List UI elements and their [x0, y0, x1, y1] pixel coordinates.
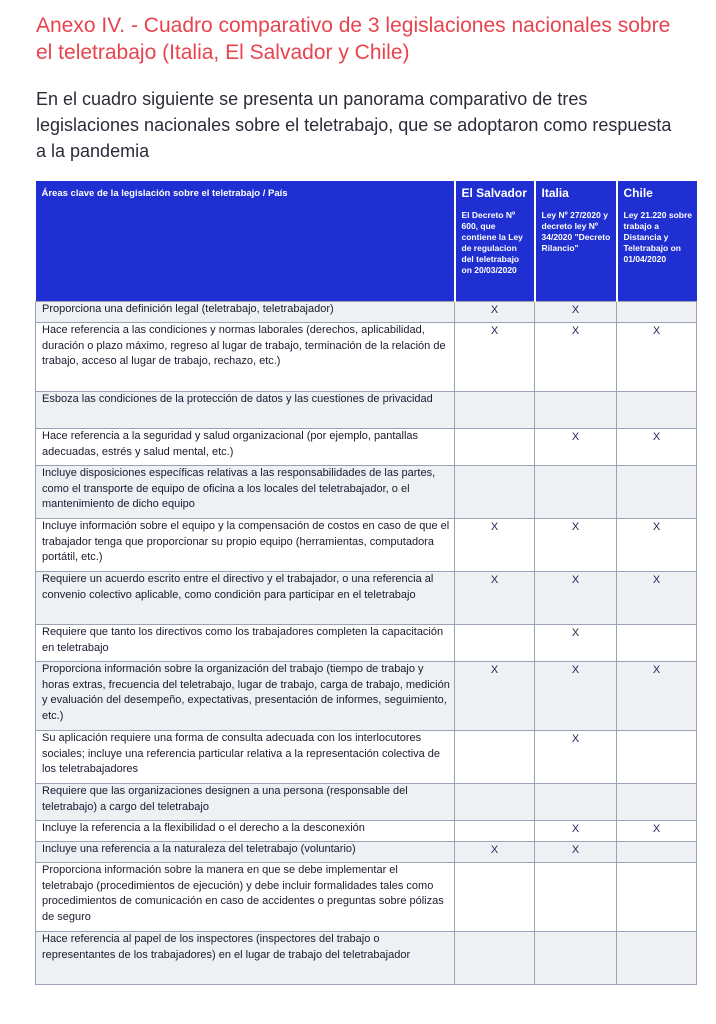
mark-cell-chile: X — [617, 572, 697, 625]
mark-cell-el-salvador — [455, 429, 535, 466]
area-cell: Proporciona información sobre la organización del trabajo (tiempo de trabajo y horas extras, frecuencia del teletrabajo, lugar de trabajo, carga de trabajo, medición y evaluación del desempeño, expectativas, presentación de informes, seguimiento, etc.) — [36, 662, 455, 731]
mark-cell-italia: X — [535, 662, 617, 731]
mark-cell-el-salvador: X — [455, 323, 535, 392]
mark-cell-el-salvador — [455, 784, 535, 821]
table-row — [36, 842, 697, 863]
country-name: El Salvador — [461, 186, 527, 200]
country-law: Ley 21.220 sobre trabajo a Distancia y Teletrabajo on 01/04/2020 — [623, 210, 693, 264]
mark-cell-el-salvador — [455, 863, 535, 932]
mark-cell-chile: X — [617, 323, 697, 392]
mark-cell-italia — [535, 784, 617, 821]
mark-cell-el-salvador: X — [455, 842, 535, 863]
area-cell: Su aplicación requiere una forma de consulta adecuada con los interlocutores sociales; incluye una referencia particular relativa a la representación colectiva de los teletrabajadores — [36, 731, 455, 784]
area-cell: Hace referencia a la seguridad y salud organizacional (por ejemplo, pantallas adecuadas, estrés y salud mental, etc.) — [36, 429, 455, 466]
country-name: Chile — [623, 186, 653, 200]
table-row — [36, 784, 697, 821]
country-name: Italia — [541, 186, 569, 200]
area-cell: Incluye información sobre el equipo y la compensación de costos en caso de que el trabajador tenga que proporcionar su propio equipo (herramientas, computadora portátil, etc.) — [36, 519, 455, 572]
table-row — [36, 392, 697, 429]
mark-cell-el-salvador: X — [455, 572, 535, 625]
area-cell: Requiere que las organizaciones designen a una persona (responsable del teletrabajo) a cargo del teletrabajo — [36, 784, 455, 821]
mark-cell-chile: X — [617, 429, 697, 466]
table-row — [36, 932, 697, 985]
header-area-cell — [36, 181, 455, 302]
area-cell: Proporciona información sobre la manera en que se debe implementar el teletrabajo (procedimientos de ejecución) y debe incluir formalidades tales como procedimientos de comunicación en caso de accidentes o preguntas sobre pólizas de seguro — [36, 863, 455, 932]
area-cell: Requiere que tanto los directivos como los trabajadores completen la capacitación en teletrabajo — [36, 625, 455, 662]
mark-cell-el-salvador: X — [455, 519, 535, 572]
mark-cell-italia — [535, 932, 617, 985]
mark-cell-chile: X — [617, 519, 697, 572]
mark-cell-italia: X — [535, 731, 617, 784]
mark-cell-chile — [617, 863, 697, 932]
mark-cell-el-salvador — [455, 932, 535, 985]
table-row — [36, 572, 697, 625]
mark-cell-el-salvador: X — [455, 302, 535, 323]
header-area-label: Áreas clave de la legislación sobre el teletrabajo / País — [41, 188, 288, 199]
mark-cell-italia: X — [535, 572, 617, 625]
table-row — [36, 863, 697, 932]
country-law: El Decreto Nº 600, que contiene la Ley de regulacion del teletrabajo on 20/03/2020 — [461, 210, 523, 275]
mark-cell-italia: X — [535, 519, 617, 572]
mark-cell-el-salvador — [455, 731, 535, 784]
mark-cell-italia: X — [535, 302, 617, 323]
mark-cell-el-salvador: X — [455, 662, 535, 731]
mark-cell-italia — [535, 466, 617, 519]
table-header-row — [36, 181, 697, 302]
mark-cell-el-salvador — [455, 466, 535, 519]
mark-cell-el-salvador — [455, 821, 535, 842]
intro-paragraph: En el cuadro siguiente se presenta un panorama comparativo de tres legislaciones nacionales sobre el teletrabajo, que se adoptaron como respuesta a la pandemia — [36, 89, 672, 161]
header-country-chile — [617, 181, 697, 302]
header-country-el-salvador — [455, 181, 535, 302]
area-cell: Incluye una referencia a la naturaleza del teletrabajo (voluntario) — [36, 842, 455, 863]
area-cell: Hace referencia a las condiciones y normas laborales (derechos, aplicabilidad, duración o plazo máximo, regreso al lugar de trabajo, terminación de la relación de trabajo, acceso al lugar de trabajo, rechazo, etc.) — [36, 323, 455, 392]
table-row — [36, 323, 697, 392]
mark-cell-italia: X — [535, 821, 617, 842]
mark-cell-chile — [617, 466, 697, 519]
header-country-italia — [535, 181, 617, 302]
table-row — [36, 731, 697, 784]
mark-cell-italia — [535, 863, 617, 932]
mark-cell-chile — [617, 625, 697, 662]
annex-title: Anexo IV. - Cuadro comparativo de 3 legislaciones nacionales sobre el teletrabajo (Italia, El Salvador y Chile) — [36, 14, 671, 64]
area-cell: Proporciona una definición legal (teletrabajo, teletrabajador) — [36, 302, 455, 323]
area-cell: Hace referencia al papel de los inspectores (inspectores del trabajo o representantes de los trabajadores) en el lugar de trabajo del teletrabajador — [36, 932, 455, 985]
area-cell: Requiere un acuerdo escrito entre el directivo y el trabajador, o una referencia al convenio colectivo aplicable, como condición para participar en el teletrabajo — [36, 572, 455, 625]
mark-cell-italia: X — [535, 323, 617, 392]
mark-cell-el-salvador — [455, 392, 535, 429]
mark-cell-chile: X — [617, 662, 697, 731]
comparison-table — [35, 181, 697, 985]
mark-cell-chile — [617, 731, 697, 784]
table-row — [36, 302, 697, 323]
area-cell: Incluye disposiciones específicas relativas a las responsabilidades de las partes, como el transporte de equipo de oficina a los locales del teletrabajador, o el mantenimiento de dicho equipo — [36, 466, 455, 519]
table-row — [36, 662, 697, 731]
mark-cell-chile — [617, 392, 697, 429]
mark-cell-italia: X — [535, 625, 617, 662]
table-row — [36, 519, 697, 572]
mark-cell-italia: X — [535, 429, 617, 466]
mark-cell-chile: X — [617, 821, 697, 842]
area-cell: Esboza las condiciones de la protección de datos y las cuestiones de privacidad — [36, 392, 455, 429]
table-row — [36, 429, 697, 466]
mark-cell-italia: X — [535, 842, 617, 863]
table-row — [36, 821, 697, 842]
mark-cell-chile — [617, 932, 697, 985]
area-cell: Incluye la referencia a la flexibilidad o el derecho a la desconexión — [36, 821, 455, 842]
mark-cell-chile — [617, 784, 697, 821]
country-law: Ley Nº 27/2020 y decreto ley Nº 34/2020 "Decreto Rilancio" — [541, 210, 611, 253]
table-row — [36, 466, 697, 519]
table-row — [36, 625, 697, 662]
mark-cell-italia — [535, 392, 617, 429]
mark-cell-chile — [617, 842, 697, 863]
mark-cell-el-salvador — [455, 625, 535, 662]
mark-cell-chile — [617, 302, 697, 323]
